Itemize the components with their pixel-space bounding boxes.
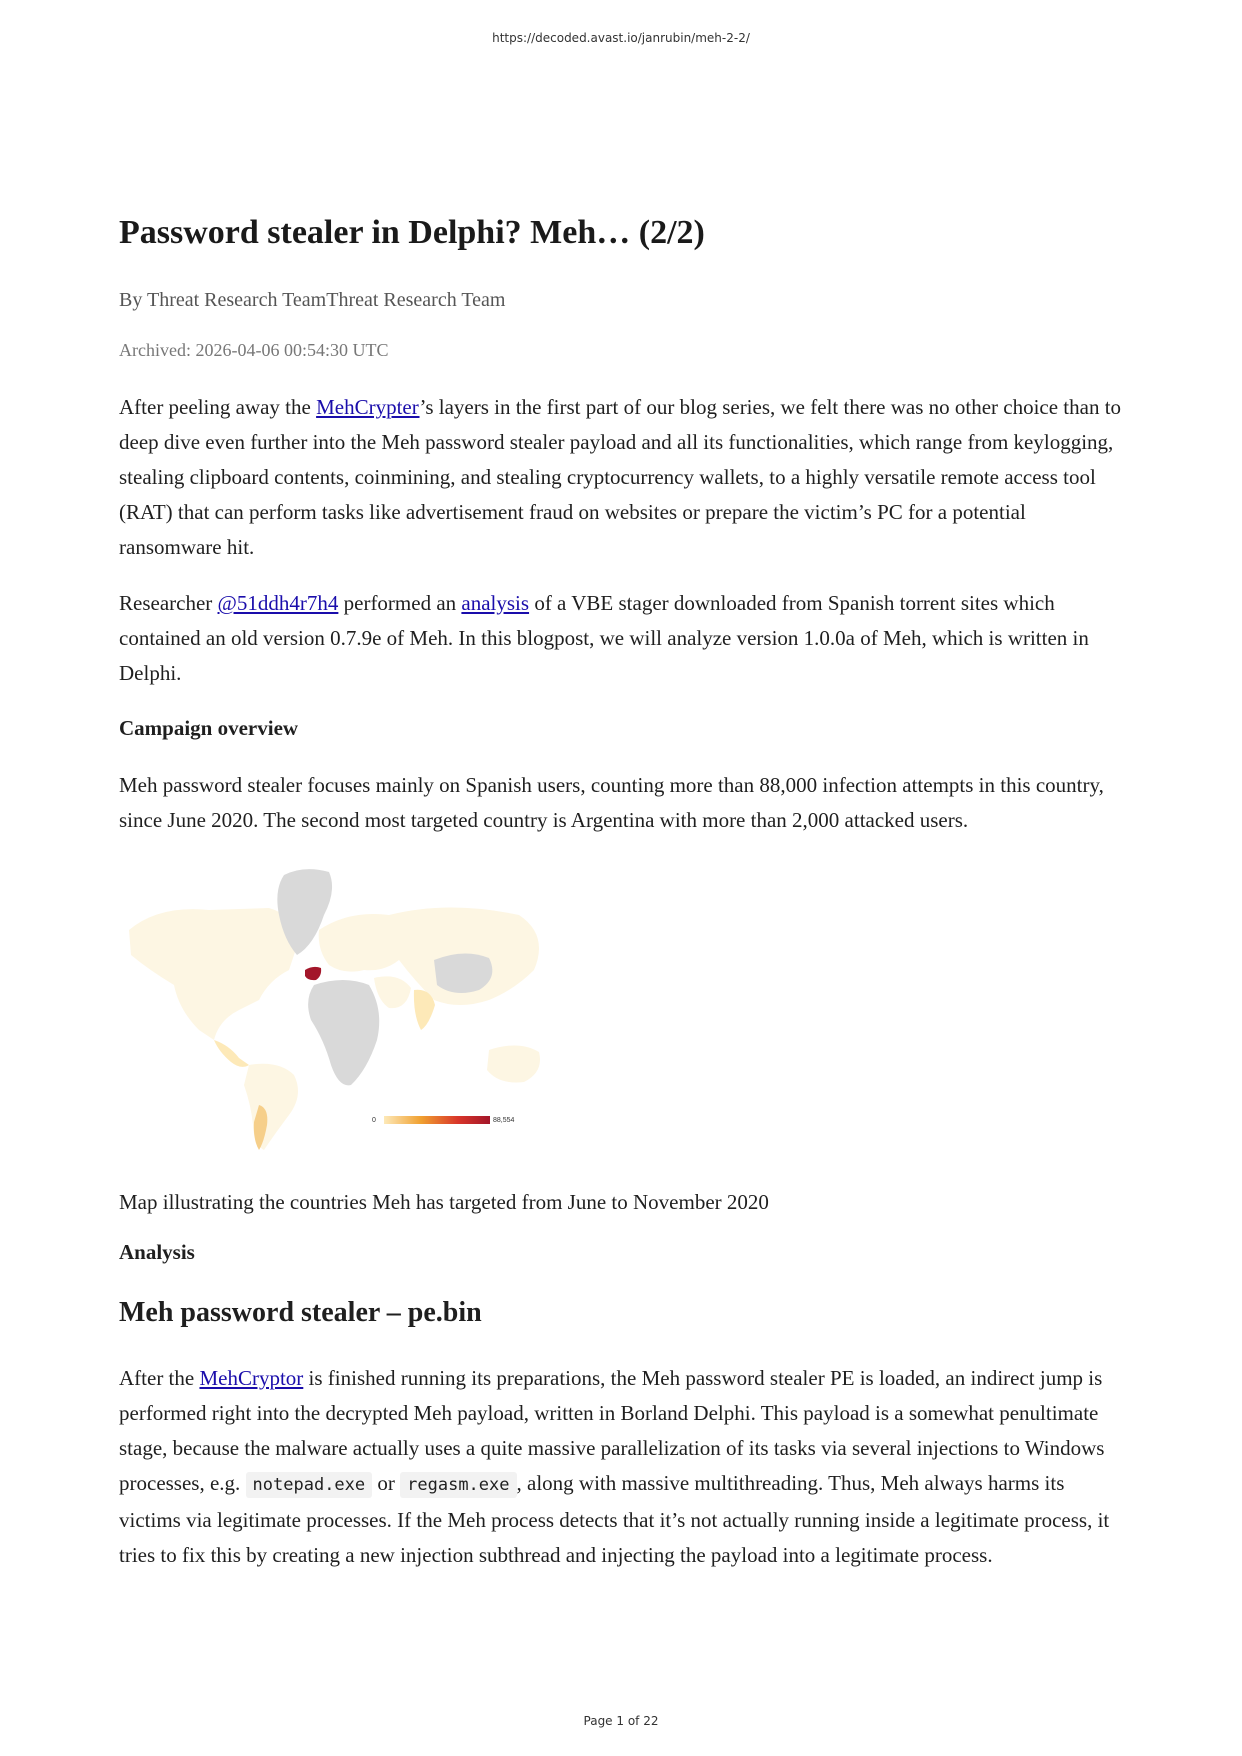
africa-shape	[308, 980, 379, 1085]
middle-east-shape	[374, 976, 411, 1008]
analysis-heading: Analysis	[119, 1240, 195, 1264]
legend-min: 0	[372, 1117, 376, 1124]
legend-gradient	[384, 1116, 490, 1124]
intro-paragraph: After peeling away the MehCrypter’s layers in the first part of our blog series, we felt there was no other choice than to deep dive even further into the Meh password stealer payload and all its functionalities, which range from keylogging, stealing clipboard contents, coinmining, and stealing cryptocurrency wallets, to a highly versatile remote access tool (RAT) that can perform tasks like advertisement fraud on websites or prepare the victim’s PC for a potential ransomware hit.	[119, 395, 1122, 559]
campaign-paragraph: Meh password stealer focuses mainly on Spanish users, counting more than 88,000 infection attempts in this country, since June 2020. The second most targeted country is Argentina with more than 2,000 attacked users.	[119, 773, 1104, 832]
campaign-overview-heading: Campaign overview	[119, 716, 299, 740]
notepad-code: notepad.exe	[246, 1472, 373, 1498]
legend-max: 88,554	[493, 1117, 515, 1124]
pebin-heading: Meh password stealer – pe.bin	[119, 1297, 482, 1328]
europe-shape	[319, 914, 403, 972]
article-title: Password stealer in Delphi? Meh… (2/2)	[119, 214, 705, 251]
map-caption: Map illustrating the countries Meh has targeted from June to November 2020	[119, 1190, 769, 1214]
page-url: https://decoded.avast.io/janrubin/meh-2-2/	[492, 31, 750, 45]
researcher-link[interactable]: @51ddh4r7h4	[217, 591, 339, 615]
pebin-paragraph: After the MehCryptor is finished running its preparations, the Meh password stealer PE is loaded, an indirect jump is performed right into the decrypted Meh payload, written in Borland Delphi. This payload is a somewhat penultimate stage, because the malware actually uses a quite massive parallelization of its tasks via several injections to Windows processes, e.g. notepad.exe or regasm.exe , along with massive multithreading. Thus, Meh always harms its victims via legitimate processes. If the Meh process detects that it’s not actually running inside a legitimate process, it tries to fix this by creating a new injection subthread and injecting the payload into a legitimate process.	[119, 1366, 1110, 1567]
archived-date: Archived: 2026-04-06 00:54:30 UTC	[119, 340, 389, 360]
page-number: Page 1 of 22	[583, 1714, 659, 1728]
mehcryptor-link[interactable]: MehCryptor	[199, 1366, 304, 1390]
regasm-code: regasm.exe	[400, 1472, 516, 1498]
north-america-shape	[129, 908, 299, 1040]
south-america-shape	[244, 1064, 298, 1150]
australia-shape	[487, 1045, 540, 1082]
world-map	[119, 860, 589, 1152]
central-america-shape	[214, 1040, 249, 1067]
mehcrypter-link[interactable]: MehCrypter	[316, 395, 420, 419]
byline: By Threat Research TeamThreat Research Team	[119, 289, 506, 311]
analysis-link[interactable]: analysis	[461, 591, 530, 615]
researcher-paragraph: Researcher @51ddh4r7h4 performed an analysis of a VBE stager downloaded from Spanish torrent sites which contained an old version 0.7.9e of Meh. In this blogpost, we will analyze version 1.0.0a of Meh, which is written in Delphi.	[119, 591, 1089, 685]
spain-shape	[305, 967, 321, 980]
